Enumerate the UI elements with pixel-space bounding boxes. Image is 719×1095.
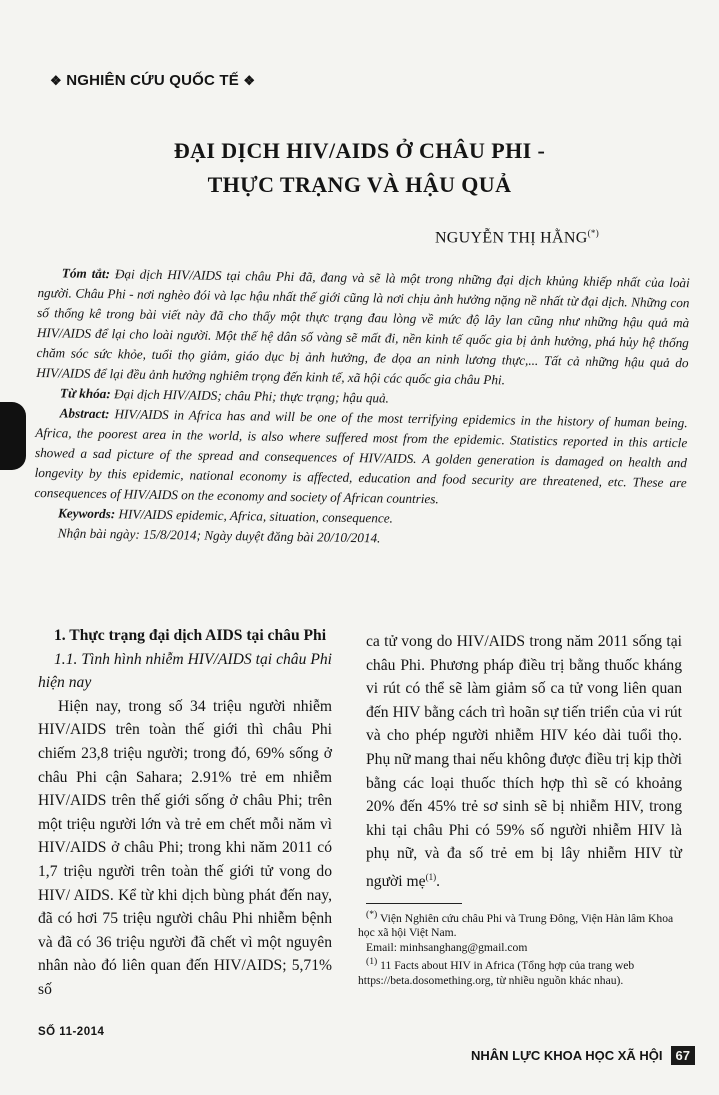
en-keywords-label: Keywords: [57,505,116,522]
vn-abstract-label: Tóm tắt: [61,265,111,282]
en-abstract-label: Abstract: [59,405,110,422]
author-name: NGUYỄN THỊ HẰNG [434,229,588,247]
vn-keywords-text: Đại dịch HIV/AIDS; châu Phi; thực trạng; hậu quả. [113,386,390,406]
vn-keywords-label: Từ khóa: [59,385,111,402]
footnote-text: Viện Nghiên cứu châu Phi và Trung Đông, Viện Hàn lâm Khoa học xã hội Việt Nam. [358,911,674,940]
footnote-source [358,955,682,988]
section-header [50,72,255,89]
vn-abstract [36,263,690,393]
section-label: NGHIÊN CỨU QUỐC TẾ [66,72,239,89]
body-paragraph-end: . [436,873,440,891]
en-abstract-text: HIV/AIDS in Africa has and will be one of the most terrifying epidemics in the history of human being. Africa, the poorest area in the world, is also where suffered most from the epidemic. Statistics reported in this article showed a sad picture of the spread and consequences of HIV/AIDS. A golden generation is damaged on health and longevity by this epidemic, national economy is affected, education and food security are threatened, etc. These are consequences of HIV/AIDS on the economy and society of African countries. [34,406,688,507]
body-paragraph-text: ca tử vong do HIV/AIDS trong năm 2011 sống tại châu Phi. Phương pháp điều trị bằng thuốc kháng vi rút có thể sẽ làm giảm số ca tử vong liên quan đến HIV bằng cách trì hoãn sự tiến triển của vi rút và cho phép người nhiễm HIV kéo dài tuổi thọ. Phụ nữ mang thai nếu không được điều trị kịp thời bằng các loại thuốc thích hợp thì sẽ có khoảng 20% đến 45% trẻ sơ sinh sẽ bị nhiễm HIV, trong khi tại châu Phi có 59% số người nhiễm HIV là phụ nữ, và đa số trẻ em bị lây nhiễm HIV từ người mẹ [366,633,682,891]
article-title [0,134,719,202]
subsection-heading: 1.1. Tình hình nhiễm HIV/AIDS tại châu Phi hiện nay [38,650,332,692]
footnotes [358,908,682,988]
body-paragraph-continued [366,630,682,894]
journal-name: NHÂN LỰC KHOA HỌC XÃ HỘI [470,1048,663,1063]
en-abstract [34,403,687,513]
footnote-email: Email: minhsanghang@gmail.com [366,940,528,954]
ornament-icon: ❖ [243,73,256,88]
abstract-block [34,263,690,553]
page-number: 67 [671,1046,695,1065]
body-column-left [38,624,332,1002]
author-byline [435,228,599,247]
ornament-icon: ❖ [50,73,62,88]
footnote-divider [366,903,462,904]
body-column-right [366,630,682,894]
footnote-mark: (*) [366,909,378,920]
page-edge-tab [0,402,26,470]
title-line-1: ĐẠI DỊCH HIV/AIDS Ở CHÂU PHI - [173,138,546,163]
footnote-author [358,908,682,941]
citation-mark: (1) [425,871,437,882]
section-heading: 1. Thực trạng đại dịch AIDS tại châu Phi [54,627,327,644]
footnote-mark: (1) [366,956,378,968]
issue-label: SỐ 11-2014 [38,1026,105,1038]
journal-footer [471,1046,695,1065]
footnote-text: 11 Facts about HIV in Africa (Tổng hợp của trang web https://beta.dosomething.org, từ nhiều nguồn khác nhau). [358,959,635,987]
author-footnote-mark: (*) [587,228,599,238]
received-date: Nhận bài ngày: 15/8/2014; Ngày duyệt đăng bài 20/10/2014. [57,525,381,546]
vn-abstract-text: Đại dịch HIV/AIDS tại châu Phi đã, đang và sẽ là một trong những đại dịch khủng khiếp nhất của loài người. Châu Phi - nơi nghèo đói và lạc hậu nhất thế giới cũng là nơi chịu ảnh hưởng nặng nề nhất từ đại dịch. Những con số thống kê trong bài viết này đã cho thấy một thực trạng đau lòng về mức độ lây lan cũng như những hậu quả mà HIV/AIDS để lại cho loài người. Một thế hệ dân số vàng sẽ mất đi, nền kinh tế quốc gia bị ảnh hưởng, phá hủy hệ thống chăm sóc sức khỏe, tuổi thọ giảm, giáo dục bị ảnh hưởng, đe dọa an ninh lương thực,... Tất cả những hậu quả do HIV/AIDS để lại đều ảnh hưởng nghiêm trọng đến kinh tế, xã hội các quốc gia châu Phi. [36,266,690,388]
body-paragraph: Hiện nay, trong số 34 triệu người nhiễm HIV/AIDS trên toàn thế giới thì châu Phi chiếm 23,8 triệu người; trong đó, 69% sống ở châu Phi cận Sahara; 2.91% trẻ em nhiễm HIV/AIDS trên thế giới sống ở châu Phi; trên một triệu người lớn và trẻ em chết mỗi năm vì HIV/AIDS ở châu Phi; trong khi năm 2011 có 1,7 triệu người trên toàn thế giới tử vong do HIV/ AIDS. Kể từ khi dịch bùng phát đến nay, đã có hơi 75 triệu người châu Phi nhiễm bệnh và đã có 36 triệu người đã chết vì một nguyên nhân nào đó liên quan đến HIV/AIDS; 5,71% số [38,697,332,998]
title-line-2: THỰC TRẠNG VÀ HẬU QUẢ [207,172,512,197]
en-keywords-text: HIV/AIDS epidemic, Africa, situation, consequence. [118,506,394,526]
